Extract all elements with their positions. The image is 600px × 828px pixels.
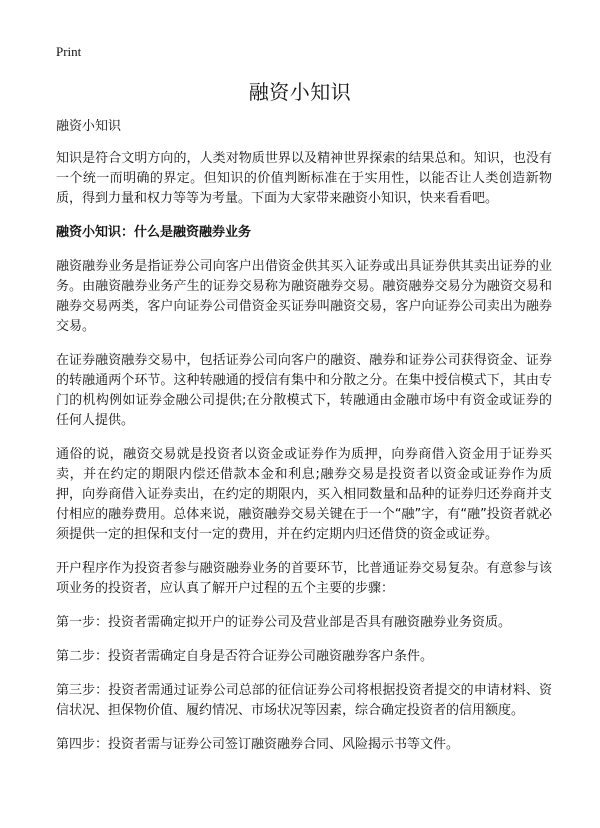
step-item-4: 第四步：投资者需与证券公司签订融资融券合同、风险揭示书等文件。 [56,737,460,752]
body-paragraph-account-opening: 开户程序作为投资者参与融资融券业务的首要环节，比普通证券交易复杂。有意参与该项业务的投资者，应认真了解开户过程的五个主要的步骤： [56,561,552,596]
page-title: 融资小知识 [248,80,352,104]
intro-paragraph: 知识是符合文明方向的，人类对物质世界以及精神世界探索的结果总和。知识，也没有一个统一而明确的界定。但知识的价值判断标准在于实用性，以能否让人类创造新物质，得到力量和权力等等为考量。下面为大家带来融资小知识，快来看看吧。 [56,151,552,206]
print-link[interactable]: Print [56,44,82,59]
article-body [56,117,552,769]
article-subtitle: 融资小知识 [56,119,122,134]
section-heading: 融资小知识：什么是融资融券业务 [56,225,252,240]
step-item-1: 第一步：投资者需确定拟开户的证券公司及营业部是否具有融资融券业务资质。 [56,615,512,630]
body-paragraph-definition: 融资融券业务是指证券公司向客户出借资金供其买入证券或出具证券供其卖出证券的业务。由融资融券业务产生的证券交易称为融资融券交易。融资融券交易分为融资交易和融券交易两类，客户向证券公司借资金买证券叫融资交易，客户向证券公司卖出为融券交易。 [56,259,552,334]
body-paragraph-explanation: 通俗的说，融资交易就是投资者以资金或证券作为质押，向券商借入资金用于证券买卖，并在约定的期限内偿还借款本金和利息;融券交易是投资者以资金或证券作为质押，向券商借入证券卖出，在约定的期限内，买入相同数量和品种的证券归还券商并支付相应的融券费用。总体来说，融资融券交易关键在于一个“融”字，有“融”投资者就必须提供一定的担保和支付一定的费用，并在约定期内归还借贷的资金或证券。 [56,447,552,542]
step-item-3: 第三步：投资者需通过证券公司总部的征信证券公司将根据投资者提交的申请材料、资信状况、担保物价值、履约情况、市场状况等因素，综合确定投资者的信用额度。 [56,683,552,718]
step-item-2: 第二步：投资者需确定自身是否符合证券公司融资融券客户条件。 [56,649,434,664]
body-paragraph-refinancing: 在证券融资融券交易中，包括证券公司向客户的融资、融券和证券公司获得资金、证券的转融通两个环节。这种转融通的授信有集中和分散之分。在集中授信模式下，其由专门的机构例如证券金融公司提供;在分散模式下，转融通由金融市场中有资金或证券的任何人提供。 [56,353,552,428]
